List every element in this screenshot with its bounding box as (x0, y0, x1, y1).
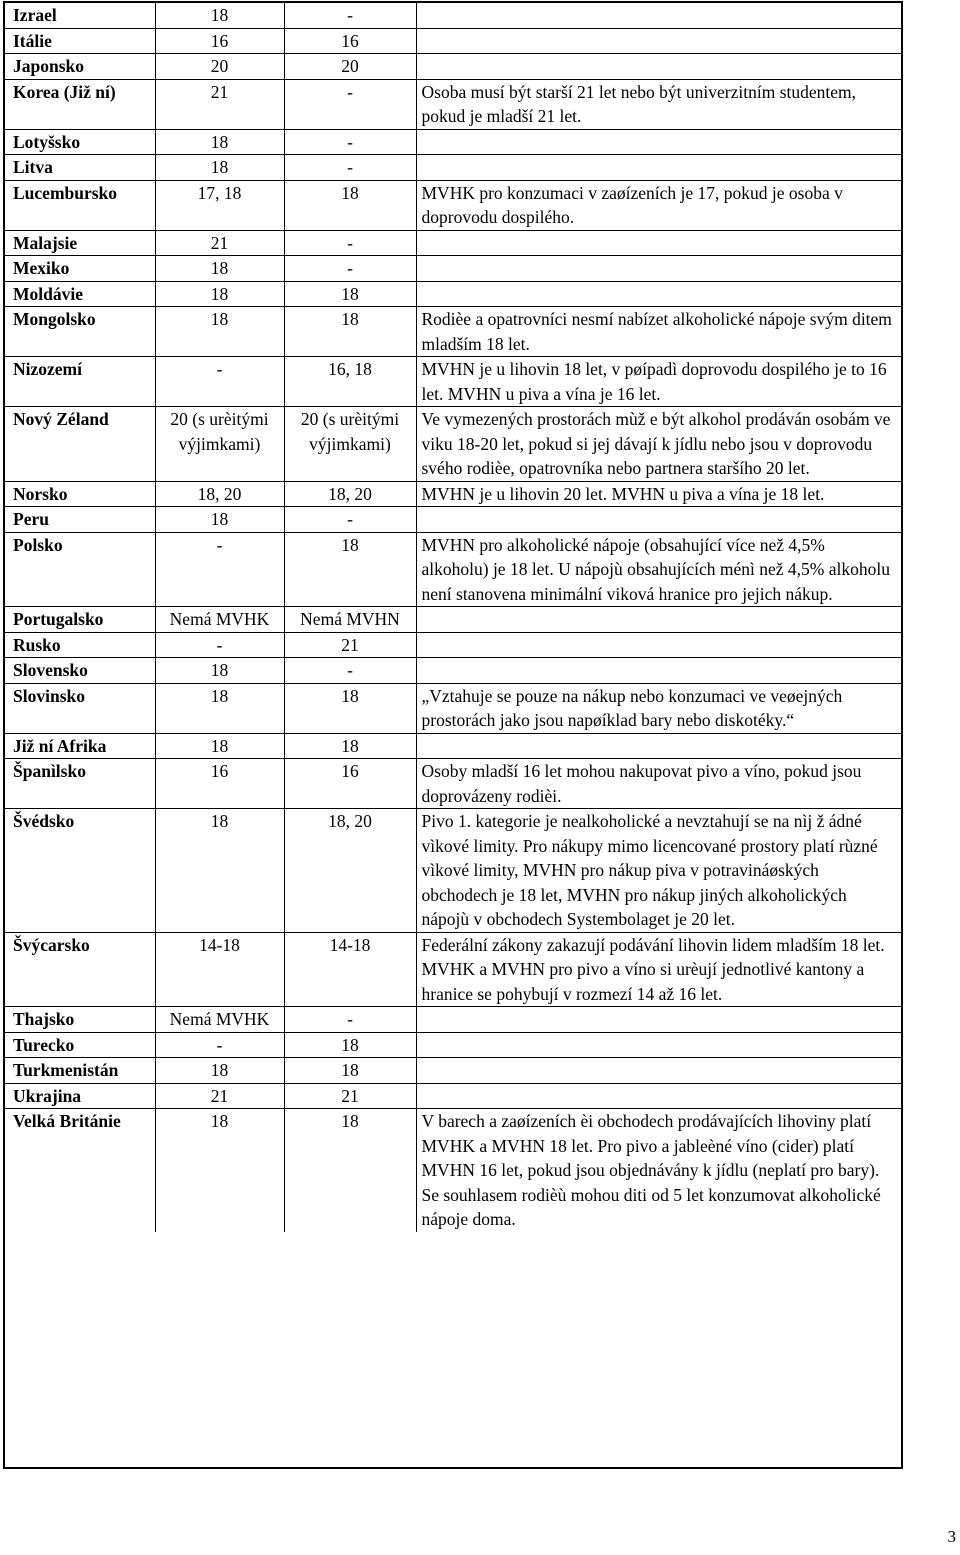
purchase-age-cell: 18 (155, 3, 284, 28)
country-cell: Nový Zéland (5, 407, 155, 482)
purchase-age-cell: Nemá MVHK (155, 607, 284, 633)
country-cell: Turecko (5, 1032, 155, 1058)
consumption-age-cell: 16 (284, 759, 416, 809)
table-row (5, 281, 901, 307)
consumption-age-cell: - (284, 256, 416, 282)
table-row (5, 632, 901, 658)
table-row (5, 759, 901, 809)
table-row (5, 155, 901, 181)
consumption-age-cell: 18 (284, 180, 416, 230)
note-cell: „Vztahuje se pouze na nákup nebo konzumaci ve veøejných prostorách jako jsou napøíklad bary nebo diskotéky.“ (416, 683, 901, 733)
purchase-age-cell: 18 (155, 281, 284, 307)
country-cell: Slovensko (5, 658, 155, 684)
country-cell: Švýcarsko (5, 932, 155, 1007)
purchase-age-cell: - (155, 357, 284, 407)
consumption-age-cell: 18 (284, 1058, 416, 1084)
table-row (5, 683, 901, 733)
purchase-age-cell: Nemá MVHK (155, 1007, 284, 1033)
note-cell (416, 155, 901, 181)
purchase-age-cell: 18 (155, 809, 284, 933)
country-cell: Španìlsko (5, 759, 155, 809)
note-cell: Pivo 1. kategorie je nealkoholické a nevztahují se na nìj ž ádné vìkové limity. Pro nákupy mimo licencované prostory platí rùzné vìkové limity, MVHN pro nákup piva v potravináøských obchodech je 18 let, MVHN pro nákup jiných alkoholických nápojù v obchodech Systembolaget je 20 let. (416, 809, 901, 933)
note-cell (416, 632, 901, 658)
country-cell: Polsko (5, 532, 155, 607)
table-row (5, 54, 901, 80)
consumption-age-cell: 20 (284, 54, 416, 80)
purchase-age-cell: 18 (155, 155, 284, 181)
consumption-age-cell: 18, 20 (284, 809, 416, 933)
table-row (5, 607, 901, 633)
country-cell: Itálie (5, 28, 155, 54)
purchase-age-cell: 16 (155, 28, 284, 54)
table-row (5, 407, 901, 482)
purchase-age-cell: 20 (s urèitými výjimkami) (155, 407, 284, 482)
country-cell: Norsko (5, 481, 155, 507)
consumption-age-cell: - (284, 507, 416, 533)
purchase-age-cell: 18 (155, 1058, 284, 1084)
note-cell: MVHN je u lihovin 20 let. MVHN u piva a vína je 18 let. (416, 481, 901, 507)
consumption-age-cell: - (284, 1007, 416, 1033)
note-cell: MVHN je u lihovin 18 let, v pøípadì doprovodu dospilého je to 16 let. MVHN u piva a vína je 16 let. (416, 357, 901, 407)
note-cell (416, 256, 901, 282)
table-row (5, 79, 901, 129)
country-cell: Švédsko (5, 809, 155, 933)
purchase-age-cell: 18 (155, 683, 284, 733)
note-cell (416, 733, 901, 759)
table-row (5, 129, 901, 155)
table-row (5, 230, 901, 256)
note-cell: Osoba musí být starší 21 let nebo být univerzitním studentem, pokud je mladší 21 let. (416, 79, 901, 129)
note-cell (416, 1058, 901, 1084)
consumption-age-cell: 18 (284, 307, 416, 357)
consumption-age-cell: 18 (284, 1032, 416, 1058)
consumption-age-cell: 18 (284, 281, 416, 307)
country-cell: Malajsie (5, 230, 155, 256)
consumption-age-cell: - (284, 155, 416, 181)
country-cell: Portugalsko (5, 607, 155, 633)
table-row (5, 481, 901, 507)
purchase-age-cell: 21 (155, 230, 284, 256)
consumption-age-cell: 18 (284, 532, 416, 607)
country-cell: Nizozemí (5, 357, 155, 407)
consumption-age-cell: - (284, 230, 416, 256)
table-row (5, 1058, 901, 1084)
purchase-age-cell: 14-18 (155, 932, 284, 1007)
country-cell: Izrael (13, 5, 57, 25)
purchase-age-cell: - (155, 532, 284, 607)
purchase-age-cell: 18 (155, 256, 284, 282)
purchase-age-cell: 21 (155, 1083, 284, 1109)
table-row (5, 256, 901, 282)
table-row (5, 1109, 901, 1232)
note-cell: Federální zákony zakazují podávání lihovin lidem mladším 18 let. MVHK a MVHN pro pivo a víno si urèují jednotlivé kantony a hranice se pohybují v rozmezí 14 až 16 let. (416, 932, 901, 1007)
consumption-age-cell: - (284, 79, 416, 129)
table-row (5, 532, 901, 607)
table-row (5, 932, 901, 1007)
purchase-age-cell: 18 (155, 129, 284, 155)
consumption-age-cell: 21 (284, 1083, 416, 1109)
table-row (5, 733, 901, 759)
table-row (5, 507, 901, 533)
note-cell (416, 1007, 901, 1033)
consumption-age-cell: 18 (284, 683, 416, 733)
consumption-age-cell: 14-18 (284, 932, 416, 1007)
country-cell: Mexiko (5, 256, 155, 282)
purchase-age-cell: - (155, 1032, 284, 1058)
consumption-age-cell: - (284, 658, 416, 684)
country-cell: Rusko (5, 632, 155, 658)
country-cell: Thajsko (5, 1007, 155, 1033)
note-cell (416, 230, 901, 256)
purchase-age-cell: 18 (155, 733, 284, 759)
consumption-age-cell: 18 (284, 1109, 416, 1232)
purchase-age-cell: 18 (155, 1109, 284, 1232)
country-cell: Korea (Již ní) (5, 79, 155, 129)
note-cell (416, 3, 901, 28)
table-row (5, 307, 901, 357)
table-row (5, 3, 901, 28)
consumption-age-cell: 16, 18 (284, 357, 416, 407)
country-cell: Mongolsko (5, 307, 155, 357)
purchase-age-cell: 18 (155, 507, 284, 533)
consumption-age-cell: Nemá MVHN (284, 607, 416, 633)
country-cell: Lotyšsko (5, 129, 155, 155)
country-cell: Japonsko (5, 54, 155, 80)
country-cell: Slovinsko (5, 683, 155, 733)
consumption-age-cell: 18 (284, 733, 416, 759)
note-cell: Osoby mladší 16 let mohou nakupovat pivo a víno, pokud jsou doprovázeny rodièi. (416, 759, 901, 809)
country-cell: Velká Británie (5, 1109, 155, 1232)
table-row (5, 1032, 901, 1058)
purchase-age-cell: 16 (155, 759, 284, 809)
consumption-age-cell: - (284, 3, 416, 28)
consumption-age-cell: - (284, 129, 416, 155)
table-row (5, 1007, 901, 1033)
country-cell: Lucembursko (5, 180, 155, 230)
country-cell: Turkmenistán (5, 1058, 155, 1084)
consumption-age-cell: 21 (284, 632, 416, 658)
consumption-age-cell: 20 (s urèitými výjimkami) (284, 407, 416, 482)
purchase-age-cell: 17, 18 (155, 180, 284, 230)
note-cell (416, 658, 901, 684)
table-row (5, 1083, 901, 1109)
note-cell (416, 129, 901, 155)
note-cell (416, 54, 901, 80)
purchase-age-cell: 18 (155, 658, 284, 684)
table-row (5, 180, 901, 230)
country-cell: Moldávie (5, 281, 155, 307)
table-row (5, 658, 901, 684)
country-cell: Litva (5, 155, 155, 181)
note-cell (416, 507, 901, 533)
note-cell: Ve vymezených prostorách mùž e být alkohol prodáván osobám ve viku 18-20 let, pokud si jej dávají k jídlu nebo jsou v doprovodu svého rodièe, opatrovníka nebo partnera staršího 20 let. (416, 407, 901, 482)
note-cell: MVHK pro konzumaci v zaøízeních je 17, pokud je osoba v doprovodu dospilého. (416, 180, 901, 230)
consumption-age-cell: 18, 20 (284, 481, 416, 507)
note-cell (416, 607, 901, 633)
note-cell (416, 1083, 901, 1109)
purchase-age-cell: 18 (155, 307, 284, 357)
age-limits-table (5, 3, 901, 1232)
note-cell: Rodièe a opatrovníci nesmí nabízet alkoholické nápoje svým ditem mladším 18 let. (416, 307, 901, 357)
table-row (5, 28, 901, 54)
note-cell: V barech a zaøízeních èi obchodech prodávajících lihoviny platí MVHK a MVHN 18 let. Pro pivo a jableèné víno (cider) platí MVHN 16 let, pokud jsou objednávány k jídlu (neplatí pro bary). Se souhlasem rodièù mohou diti od 5 let konzumovat alkoholické nápoje doma. (416, 1109, 901, 1232)
purchase-age-cell: 18, 20 (155, 481, 284, 507)
note-cell (416, 1032, 901, 1058)
table-row (5, 357, 901, 407)
purchase-age-cell: - (155, 632, 284, 658)
note-cell (416, 281, 901, 307)
country-cell: Peru (5, 507, 155, 533)
table-row (5, 809, 901, 933)
page-number: 3 (947, 1527, 956, 1546)
note-cell (416, 28, 901, 54)
country-cell: Ukrajina (5, 1083, 155, 1109)
country-cell: Již ní Afrika (5, 733, 155, 759)
note-cell: MVHN pro alkoholické nápoje (obsahující více než 4,5% alkoholu) je 18 let. U nápojù obsahujících ménì než 4,5% alkoholu není stanovena minimální viková hranice pro jejich nákup. (416, 532, 901, 607)
consumption-age-cell: 16 (284, 28, 416, 54)
purchase-age-cell: 20 (155, 54, 284, 80)
purchase-age-cell: 21 (155, 79, 284, 129)
